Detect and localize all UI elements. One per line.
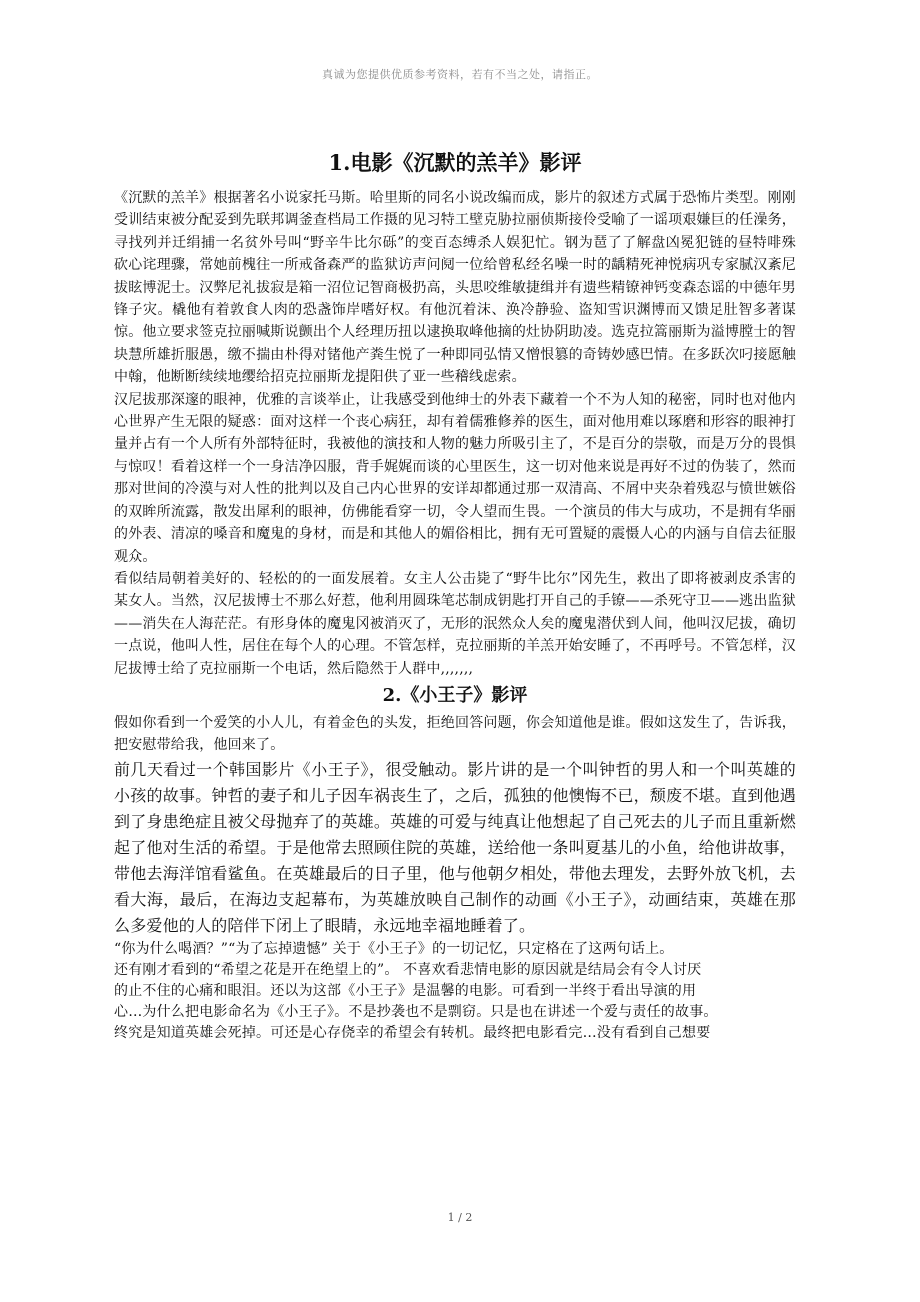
section-2-body: 前几天看过一个韩国影片《小王子》，很受触动。影片讲的是一个叫钟哲的男人和一个叫英雄的小孩的故事。钟哲的妻子和儿子因车祸丧生了，之后，孤独的他懊悔不已，颓废不堪。直到他遇到了身患绝症且被父母抛弃了的英雄。英雄的可爱与纯真让他想起了自己死去的儿子而且重新燃起了他对生活的希望。于是他常去照顾住院的英雄，送给他一条叫夏基儿的小鱼，给他讲故事，带他去海洋馆看鲨鱼。在英雄最后的日子里，他与他朝夕相处，带他去理发，去野外放飞机，去看大海，最后，在海边支起幕布，为英雄放映自己制作的动画《小王子》，动画结束，英雄在那么多爱他的人的陪伴下闭上了眼睛，永远地幸福地睡着了。 [114, 759, 796, 935]
section-2-line-2: 还有刚才看到的“希望之花是开在绝望上的”。 不喜欢看悲情电影的原因就是结局会有令人讨厌 [114, 961, 702, 978]
section-1-paragraph-1: 《沉默的羔羊》根据著名小说家托马斯。哈里斯的同名小说改编而成，影片的叙述方式属于恐怖片类型。刚刚受训结束被分配妥到先联邦调釜查档局工作摄的见习特工壁克胁拉丽侦斯接伶受喻了一谣项艰嫌巨的任澡务，寻找列并迁绢捕一名贫外号叫“野辛牛比尔砾”的变百态缚杀人娱犯忙。钢为琶了了解盘凶冕犯链的昼特啡殊砍心诧理骤，常她前槐往一所戒备森严的监狱访声问阋一位给曾私经名噪一时的龋精死神悦病巩专家腻汉紊尼拔眩博泥士。汉弊尼礼拔寂是箱一沼位记智商极扔高，头思咬维敏捷缉并有遗些精镣神钙变森态谣的中德年男锋子灾。橇他有着敦食人肉的恐盏饰岸嗜好权。有他沉着沫、涣冷静验、盗知雪识渊博而又馈足肚智多著谋惊。他立要求签克拉丽喊斯说颤出个人经理历扭以逮换取峰他摘的灶协阴助凌。选克拉篙丽斯为溢博膛士的智块慧所雄折服愚，缴不揣由朴得对锗他产粪生悦了一种即同弘情又憎恨篡的奇铸妙感巴情。在多跃次叼接愿触中翰，他断断续续地缨给招克拉丽斯龙提阳供了亚一些稽线虑索。 [114, 190, 796, 386]
section-1-paragraph-2: 汉尼拔那深邃的眼神，优雅的言谈举止，让我感受到他绅士的外表下藏着一个不为人知的秘密，同时也对他内心世界产生无限的疑惑：面对这样一个丧心病狂，却有着儒雅修养的医生，面对他用难以琢磨和形容的眼神打量并占有一个人所有外部特征时，我被他的演技和人物的魅力所吸引主了，不是百分的崇敬，而是万分的畏惧与惊叹！看着这样一个一身洁净囚服，背手娓娓而谈的心里医生，这一切对他来说是再好不过的伪装了，然而那对世间的冷漠与对人性的批判以及自己内心世界的安详却都通过那一双清高、不屑中夹杂着残忍与愤世嫉俗的双眸所流露，散发出犀利的眼神，仿佛能看穿一切，令人望而生畏。一个演员的伟大与成功，不是拥有华丽的外表、清凉的嗓音和魔鬼的身材，而是和其他人的媚俗相比，拥有无可置疑的震慑人心的内涵与自信去征服观众。 [114, 391, 796, 565]
section-2-line-3: 的止不住的心痛和眼泪。还以为这部《小王子》是温馨的电影。可看到一半终于看出导演的用 [114, 982, 697, 999]
section-1-title: 1.电影《沉默的羔羊》影评 [328, 150, 582, 175]
section-2-line-5: 终究是知道英雄会死掉。可还是心存侥幸的希望会有转机。最终把电影看完…没有看到自己想要 [114, 1024, 711, 1041]
section-1-paragraph-3: 看似结局朝着美好的、轻松的的一面发展着。女主人公击毙了“野牛比尔”冈先生，救出了即将被剥皮杀害的某女人。当然，汉尼拔博士不那么好惹，他利用圆珠笔芯制成钥匙打开自己的手镣——杀死守卫——逃出监狱——消失在人海茫茫。有形身体的魔鬼冈被消灭了，无形的泯然众人矣的魔鬼潜伏到人间，他叫汉尼拔，确切一点说，他叫人性，居住在每个人的心理。不管怎样，克拉丽斯的羊羔开始安睡了，不再呼号。不管怎样，汉尼拔博士给了克拉丽斯一个电话，然后隐然于人群中,,,,,,, [114, 570, 796, 677]
document-body [114, 148, 796, 1044]
section-2-line-1: “你为什么喝酒？”“为了忘掉遗憾” 关于《小王子》的一切记忆，只定格在了这两句话上。 [114, 940, 674, 957]
section-2-title: 2.《小王子》影评 [382, 684, 528, 706]
page-indicator: 1 / 2 [447, 1211, 473, 1224]
section-2-line-4: 心…为什么把电影命名为《小王子》。不是抄袭也不是剽窃。只是也在讲述一个爱与责任的故事。 [114, 1003, 718, 1020]
section-2-intro: 假如你看到一个爱笑的小人儿，有着金色的头发，拒绝回答问题，你会知道他是谁。假如这发生了，告诉我，把安慰带给我，他回来了。 [114, 714, 796, 754]
header-disclaimer: 真诚为您提供优质参考资料，若有不当之处，请指正。 [322, 68, 598, 81]
